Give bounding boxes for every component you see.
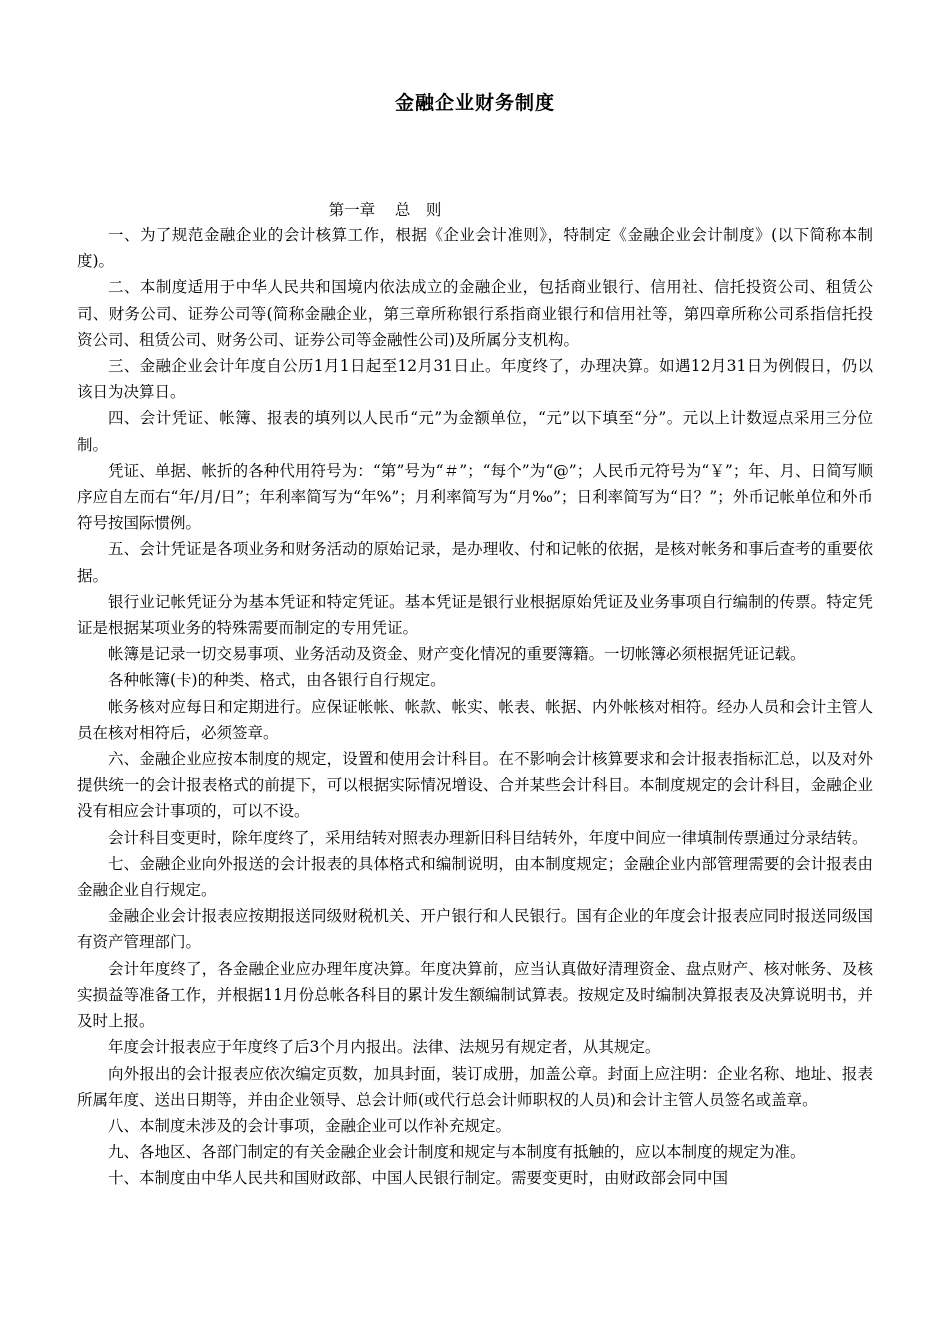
paragraph: 三、金融企业会计年度自公历1月1日起至12月31日止。年度终了，办理决算。如遇12月31日为例假日，仍以该日为决算日。 (77, 357, 873, 402)
chapter-heading (0, 198, 770, 220)
document-body (77, 222, 873, 1192)
paragraph: 一、为了规范金融企业的会计核算工作，根据《企业会计准则》，特制定《金融企业会计制度》(以下简称本制度)。 (77, 226, 873, 271)
chapter-name: 总 则 (394, 201, 442, 219)
paragraph: 九、各地区、各部门制定的有关金融企业会计制度和规定与本制度有抵触的，应以本制度的规定为准。 (108, 1143, 806, 1162)
paragraph: 十、本制度由中华人民共和国财政部、中国人民银行制定。需要变更时，由财政部会同中国 (108, 1169, 729, 1188)
paragraph: 会计年度终了，各金融企业应办理年度决算。年度决算前，应当认真做好清理资金、盘点财产、核对帐务、及核实损益等准备工作，并根据11月份总帐各科目的累计发生额编制试算表。按规定及时编制决算报表及决算说明书，并及时上报。 (77, 959, 873, 1031)
paragraph: 向外报出的会计报表应依次编定页数，加具封面，装订成册，加盖公章。封面上应注明：企业名称、地址、报表所属年度、送出日期等，并由企业领导、总会计师(或代行总会计师职权的人员)和会计主管人员签名或盖章。 (77, 1064, 873, 1109)
paragraph: 帐簿是记录一切交易事项、业务活动及资金、财产变化情况的重要簿籍。一切帐簿必须根据凭证记载。 (108, 645, 806, 664)
paragraph: 八、本制度未涉及的会计事项，金融企业可以作补充规定。 (108, 1116, 512, 1135)
document-title: 金融企业财务制度 (394, 92, 555, 114)
paragraph: 金融企业会计报表应按期报送同级财税机关、开户银行和人民银行。国有企业的年度会计报表应同时报送同级国有资产管理部门。 (77, 907, 873, 952)
paragraph: 二、本制度适用于中华人民共和国境内依法成立的金融企业，包括商业银行、信用社、信托投资公司、租赁公司、财务公司、证券公司等(简称金融企业，第三章所称银行系指商业银行和信用社等，第四章所称公司系指信托投资公司、租赁公司、财务公司、证券公司等金融性公司)及所属分支机构。 (77, 278, 873, 349)
paragraph: 银行业记帐凭证分为基本凭证和特定凭证。基本凭证是银行业根据原始凭证及业务事项自行编制的传票。特定凭证是根据某项业务的特殊需要而制定的专用凭证。 (77, 592, 873, 638)
paragraph: 五、会计凭证是各项业务和财务活动的原始记录，是办理收、付和记帐的依据，是核对帐务和事后查考的重要依据。 (77, 540, 873, 585)
paragraph: 七、金融企业向外报送的会计报表的具体格式和编制说明，由本制度规定；金融企业内部管理需要的会计报表由金融企业自行规定。 (77, 854, 873, 900)
paragraph: 年度会计报表应于年度终了后3个月内报出。法律、法规另有规定者，从其规定。 (108, 1038, 661, 1057)
paragraph: 六、金融企业应按本制度的规定，设置和使用会计科目。在不影响会计核算要求和会计报表指标汇总，以及对外提供统一的会计报表格式的前提下，可以根据实际情况增设、合并某些会计科目。本制度规定的会计科目，金融企业没有相应会计事项的，可以不设。 (77, 750, 873, 821)
chapter-number: 第一章 (328, 201, 376, 219)
paragraph: 四、会计凭证、帐簿、报表的填列以人民币“元”为金额单位，“元”以下填至“分”。元以上计数逗点采用三分位制。 (77, 409, 873, 454)
paragraph: 会计科目变更时，除年度终了，采用结转对照表办理新旧科目结转外，年度中间应一律填制传票通过分录结转。 (108, 828, 868, 847)
paragraph: 凭证、单据、帐折的各种代用符号为：“第”号为“＃”；“每个”为“@”；人民币元符号为“￥”；年、月、日简写顺序应自左而右“年/月/日”；年利率简写为“年%”；月利率简写为“月‰”；日利率简写为“日？”；外币记帐单位和外币符号按国际惯例。 (77, 461, 873, 533)
paragraph: 帐务核对应每日和定期进行。应保证帐帐、帐款、帐实、帐表、帐据、内外帐核对相符。经办人员和会计主管人员在核对相符后，必须签章。 (77, 697, 873, 742)
paragraph: 各种帐簿(卡)的种类、格式，由各银行自行规定。 (108, 671, 446, 690)
